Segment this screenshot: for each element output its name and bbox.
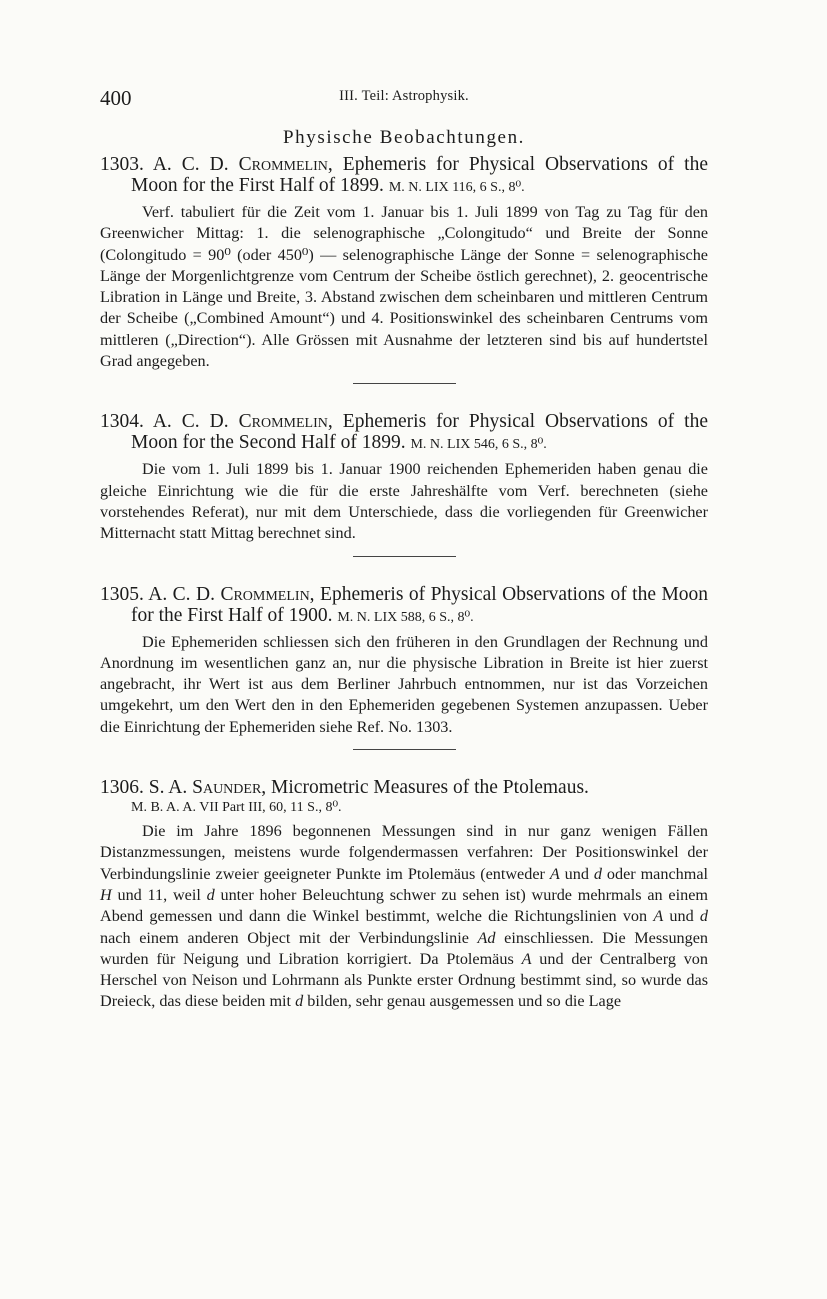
entry-number: 1305. [100,583,144,605]
body-text: und [559,864,594,883]
body-text: einschliessen. Die Messungen wurden für Neigung und Libration korrigiert. Da Ptolemäus [100,928,709,968]
citation: M. N. LIX 546, 6 S., 8⁰. [410,437,547,453]
author-initials: S. A. [148,777,188,799]
entry-1305 [100,584,708,738]
point-label: d [699,907,708,926]
body-text: und [663,907,700,926]
body-text: und der Centralberg von Herschel von Neison und Lohrmann als Punkte erster Ordnung bestimmt sind, so wurde das Dreieck, das diese beiden mit [100,949,708,1011]
entry-body [100,821,708,1013]
point-label: d [295,992,304,1011]
entry-number: 1306. [100,777,144,799]
citation: M. B. A. A. VII Part III, 60, 11 S., 8⁰. [131,800,342,816]
page [100,86,708,1013]
point-label: A [521,949,532,968]
page-number: 400 [100,86,132,110]
point-label: H [100,885,112,904]
entry-heading [100,154,708,198]
author-name: Saunder, [192,777,267,799]
separator-rule [353,383,456,384]
entry-body: Die Ephemeriden schliessen sich den früheren in den Grundlagen der Rechnung und Anordnung im wesentlichen ganz an, nur die physische Libration in Breite ist hier zuerst angebracht, ihr Wert ist aus dem Berliner Jahrbuch entnommen, nur ist das Vorzeichen umgekehrt, um den Wert den in den Ephemeriden gegebenen Systemen anzupassen. Ueber die Einrichtung der Ephemeriden siehe Ref. No. 1303. [100,632,708,736]
entry-1304 [100,411,708,544]
entry-heading [100,584,708,628]
point-label: d [593,864,602,883]
entry-heading [100,777,708,817]
entry-title: Micrometric Measures of the Ptolemaus. [271,777,589,799]
entry-body: Verf. tabuliert für die Zeit vom 1. Januar bis 1. Juli 1899 von Tag zu Tag für den Greenwicher Mittag: 1. die selenographische „Colongitudo“ und Breite der Sonne (Colongitudo = 90⁰ (oder 450⁰) — selenographische Länge der Sonne = selenographische Länge der Morgenlichtgrenze vom Centrum der Scheibe östlich gerechnet), 2. geocentrische Libration in Länge und Breite, 3. Abstand zwischen dem scheinbaren und mittleren Centrum der Scheibe („Combined Amount“) und 4. Positionswinkel des scheinbaren Centrums vom mittleren („Direction“). Alle Grössen mit Ausnahme der letzteren sind bis auf hundertstel Grad angegeben. [100,203,708,371]
citation: M. N. LIX 588, 6 S., 8⁰. [337,609,474,625]
point-label: d [206,885,215,904]
body-text: oder manchmal [601,864,709,883]
body-text: bilden, sehr genau ausgemessen und so die Lage [303,992,622,1011]
running-head [100,86,708,110]
body-text: nach einem anderen Object mit der Verbindungslinie [100,928,478,947]
body-text: unter hoher Beleuchtung schwer zu sehen ist) wurde mehrmals an einem Abend gemessen und dann die Winkel bestimmt, welche die Richtungslinien von [100,885,708,926]
body-text: und 11, weil [111,885,207,904]
body-text: Die im Jahre 1896 begonnenen Messungen sind in nur ganz wenigen Fällen Distanzmessungen, meistens wurde folgendermassen verfahren: Der Positionswinkel der Verbindungslinie zweier geeigneter Punkte im Ptolemäus (entweder [100,822,708,883]
entry-body: Die vom 1. Juli 1899 bis 1. Januar 1900 reichenden Ephemeriden haben genau die gleiche Einrichtung wie die für die erste Jahreshälfte vom Verf. berechneten (siehe vorstehendes Referat), nur mit dem Unterschiede, dass die vorliegenden für Greenwicher Mitternacht statt Mittag berechnet sind. [100,460,708,543]
point-label: Ad [477,928,496,947]
running-title: III. Teil: Astrophysik. [339,88,469,104]
entry-title: Ephemeris for Physical Observations of the Moon for the First Half of 1899. [131,154,709,196]
entry-1303 [100,154,708,372]
author-name: Crommelin, [238,411,333,433]
entry-number: 1304. [100,411,144,433]
point-label: A [653,907,664,926]
entry-1306 [100,777,708,1013]
entry-title: Ephemeris of Physical Observations of the Moon for the First Half of 1900. [131,583,709,626]
section-title: Physische Beobachtungen. [282,127,526,148]
author-name: Crommelin, [220,583,315,605]
author-initials: A. C. D. [152,411,229,433]
entry-title: Ephemeris for Physical Observations of the Moon for the Second Half of 1899. [131,411,709,454]
point-label: A [549,864,560,883]
citation: M. N. LIX 116, 6 S., 8⁰. [388,180,525,195]
author-initials: A. C. D. [152,154,229,175]
separator-rule [353,556,456,557]
separator-rule [353,749,456,750]
entry-number: 1303. [100,154,144,175]
author-name: Crommelin, [238,154,333,175]
entry-heading [100,411,708,455]
author-initials: A. C. D. [148,583,215,605]
